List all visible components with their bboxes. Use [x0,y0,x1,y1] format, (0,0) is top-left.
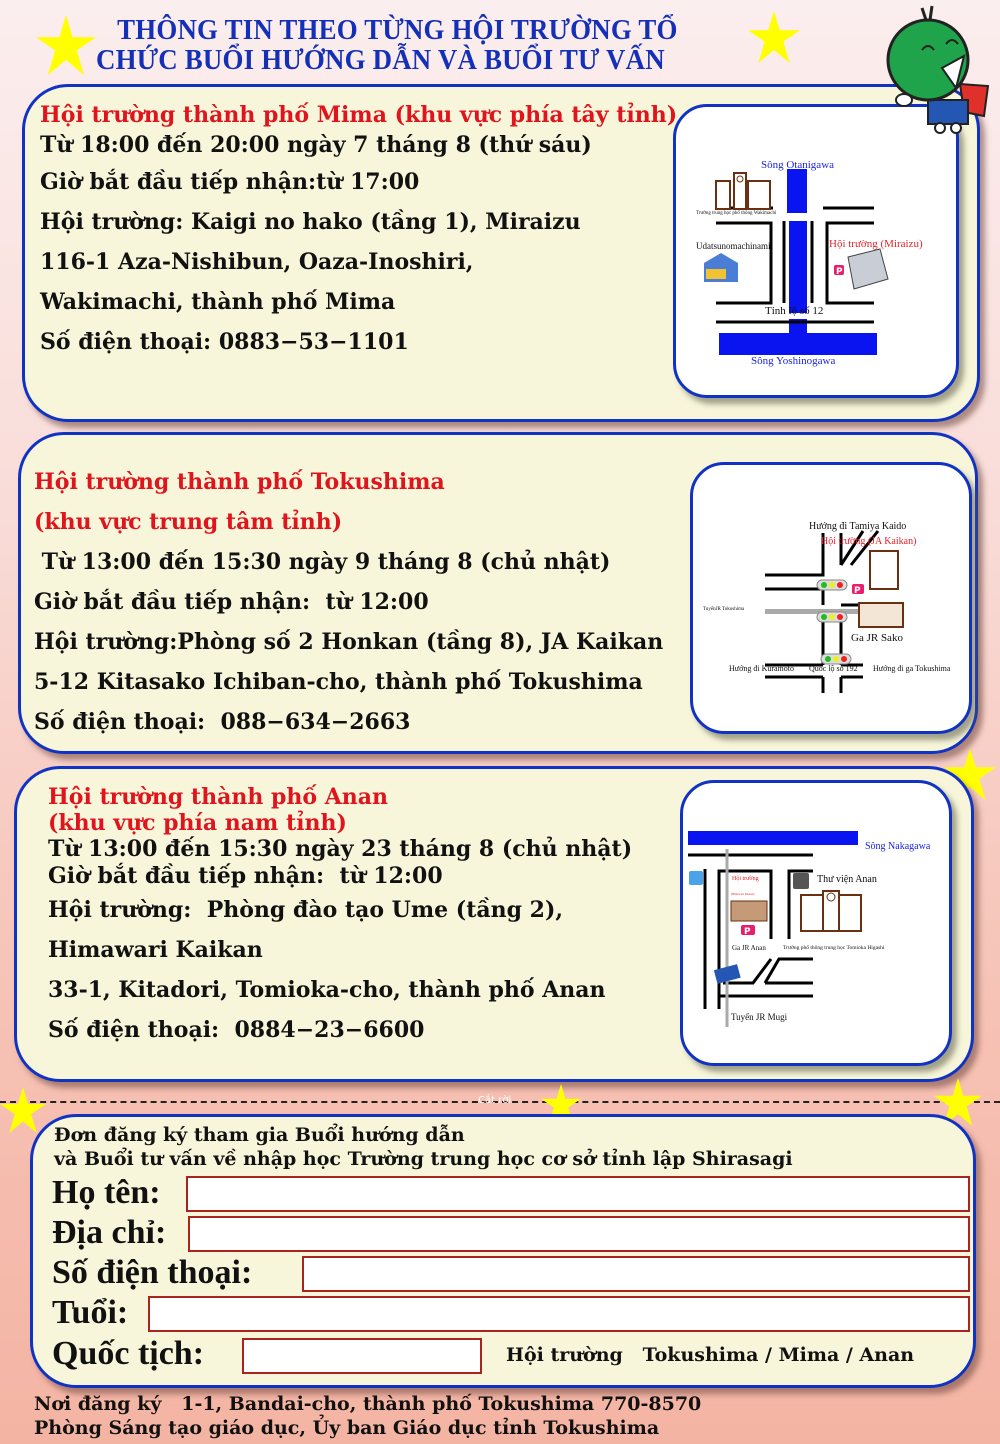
map-label-library: Thư viện Anan [817,874,877,885]
label-nationality: Quốc tịch: [52,1335,205,1372]
map-label-direction: Hướng đi Tamiya Kaido [809,521,907,532]
map-roads [683,783,952,1066]
label-age: Tuổi: [52,1294,129,1331]
name-field[interactable] [186,1176,970,1212]
address-field[interactable] [188,1216,970,1252]
map-label-school: Trường trung học phổ thông Wakimachi [696,211,777,216]
venue-heading: Hội trường thành phố Anan [48,784,389,810]
map-label-road: Quốc lộ số 192 [809,664,858,673]
map-label-rail: TuyếnJR Tokushima [703,607,745,612]
cut-label: Cắt rời [478,1095,512,1106]
venue-address: Wakimachi, thành phố Mima [40,289,396,315]
school-icon [716,173,770,209]
footer-address: Nơi đăng ký 1-1, Bandai-cho, thành phố Tokushima 770-8570 [34,1393,702,1415]
map-label-direction: Hướng đi ga Tokushima [873,664,951,673]
venue-reception: Giờ bắt đầu tiếp nhận:từ 17:00 [40,169,420,195]
venue-date: Từ 13:00 đến 15:30 ngày 9 tháng 8 (chủ nhật) [34,549,611,575]
svg-text:P: P [836,267,843,277]
map-label-landmark: Udatsunomachinami [696,241,771,251]
venue-phone: Số điện thoại: 088−634−2663 [34,709,411,735]
title-line-2: CHỨC BUỔI HƯỚNG DẪN VÀ BUỔI TƯ VẤN [96,45,665,76]
svg-text:P: P [854,586,861,596]
map-label-venue-sub: (Himawari Kaikan) [731,892,755,896]
age-field[interactable] [148,1296,970,1332]
footer-office: Phòng Sáng tạo giáo dục, Ủy ban Giáo dục tỉnh Tokushima [34,1417,660,1439]
form-title [54,1123,793,1171]
map-tokushima [690,462,972,734]
label-name: Họ tên: [52,1174,161,1211]
venue-heading-region: (khu vực phía nam tỉnh) [48,810,347,836]
label-address: Địa chỉ: [52,1214,167,1251]
star-icon [0,1084,46,1136]
venue-reception: Giờ bắt đầu tiếp nhận: từ 12:00 [34,589,429,615]
svg-text:P: P [744,927,751,937]
venue-hall-building: Himawari Kaikan [48,937,263,963]
venue-phone: Số điện thoại: 0883−53−1101 [40,329,409,355]
map-label-river: Sông Yoshinogawa [751,355,836,367]
page-title [96,16,768,76]
map-label-road: Tỉnh lộ số 12 [765,305,824,317]
nationality-field[interactable] [242,1338,482,1374]
venue-date: Từ 18:00 đến 20:00 ngày 7 tháng 8 (thứ sáu) [40,132,592,158]
mascot-character-icon [860,4,996,134]
map-label-venue: Hội trường (Miraizu) [829,238,923,250]
venue-address: 5-12 Kitasako Ichiban-cho, thành phố Tokushima [34,669,643,695]
venue-hall: Hội trường:Phòng số 2 Honkan (tầng 8), JA Kaikan [34,629,664,655]
form-title-line-2: và Buổi tư vấn về nhập học Trường trung học cơ sở tỉnh lập Shirasagi [54,1148,793,1170]
map-label-venue: Hội trường [732,876,759,882]
map-label-station: Ga JR Anan [732,944,766,952]
title-line-1: THÔNG TIN THEO TỪNG HỘI TRƯỜNG TỔ [117,15,678,46]
label-phone: Số điện thoại: [52,1254,253,1291]
map-label-rail: Tuyến JR Mugi [731,1012,788,1022]
venue-choice[interactable]: Hội trường Tokushima / Mima / Anan [506,1344,915,1366]
venue-date: Từ 13:00 đến 15:30 ngày 23 tháng 8 (chủ nhật) [48,836,633,862]
venue-info-anan [48,784,632,1050]
map-label-venue: Hội trường (JA Kaikan) [821,536,917,547]
venue-phone: Số điện thoại: 0884−23−6600 [48,1017,425,1043]
venue-info-mima [40,102,677,362]
venue-hall: Hội trường: Phòng đào tạo Ume (tầng 2), [48,897,564,923]
venue-heading: Hội trường thành phố Mima (khu vực phía tây tỉnh) [40,102,678,128]
star-icon [36,14,96,76]
venue-heading: Hội trường thành phố Tokushima [34,469,445,495]
venue-hall: Hội trường: Kaigi no hako (tầng 1), Miraizu [40,209,581,235]
form-title-line-1: Đơn đăng ký tham gia Buổi hướng dẫn [54,1124,465,1146]
map-label-school: Trường phổ thông trung học Tomioka Higashi [783,945,885,951]
map-label-station: Ga JR Sako [851,632,903,644]
map-roads [693,465,972,734]
venue-address: 116-1 Aza-Nishibun, Oaza-Inoshiri, [40,249,474,275]
venue-address: 33-1, Kitadori, Tomioka-cho, thành phố Anan [48,977,606,1003]
map-label-river: Sông Nakagawa [865,841,931,852]
map-label-direction: Hướng đi Kuramoto [729,664,795,673]
map-label-river: Sông Otanigawa [761,159,835,171]
venue-heading-region: (khu vực trung tâm tỉnh) [34,509,343,535]
phone-field[interactable] [302,1256,970,1292]
venue-info-tokushima [34,462,663,742]
venue-reception: Giờ bắt đầu tiếp nhận: từ 12:00 [48,863,443,889]
map-anan [680,780,952,1066]
footer [34,1392,701,1440]
map-mima [673,104,959,398]
